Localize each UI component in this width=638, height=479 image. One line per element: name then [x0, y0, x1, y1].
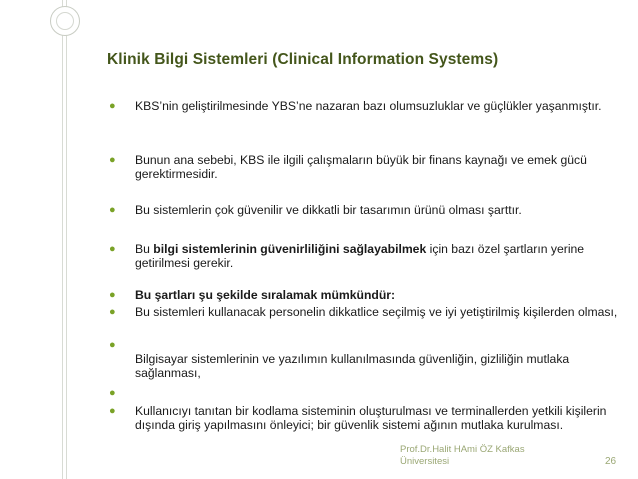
bullet-item	[107, 288, 635, 302]
bullet-icon: ●	[109, 339, 116, 351]
frame-line-left	[62, 0, 63, 479]
bullet-icon: ●	[109, 306, 116, 318]
footer-author-line1: Prof.Dr.Halit HAmi ÖZ Kafkas	[400, 444, 525, 455]
bullet-text: Bunun ana sebebi, KBS ile ilgili çalışmaların büyük bir finans kaynağı ve emek gücü gerektirmesidir.	[135, 153, 587, 181]
frame-ring-inner	[56, 12, 74, 30]
bullet-text: KBS’nin geliştirilmesinde YBS’ne nazaran bazı olumsuzluklar ve güçlükler yaşanmıştır.	[135, 99, 602, 113]
footer-author-line2: Üniversitesi	[400, 456, 450, 467]
bullet-item	[107, 99, 635, 113]
slide-title: Klinik Bilgi Sistemleri (Clinical Information Systems)	[107, 51, 499, 68]
frame-line-right	[66, 0, 67, 479]
bullet-item	[107, 153, 635, 181]
bullet-icon: ●	[109, 100, 116, 112]
bullet-icon: ●	[109, 289, 116, 301]
bullet-text: Bu sistemlerin çok güvenilir ve dikkatli bir tasarımın ürünü olması şarttır.	[135, 203, 522, 217]
bullet-item	[107, 242, 635, 270]
bullet-text: Kullanıcıyı tanıtan bir kodlama sisteminin oluşturulması ve terminallerden yetkili kişilerin dışında giriş yapılmasını önleyici; bir güvenlik sistemi ağının mutlaka kurulması.	[135, 404, 607, 432]
bullet-icon: ●	[109, 405, 116, 417]
bullet-icon: ●	[109, 154, 116, 166]
bullet-icon: ●	[109, 243, 116, 255]
bullet-item	[107, 404, 635, 432]
footer-author	[400, 444, 560, 468]
bullet-text-post: için bazı özel şartların yerine getirilmesi gerekir.	[135, 242, 585, 270]
bullet-icon: ●	[109, 387, 116, 399]
bullet-text-bold: bilgi sistemlerinin güvenirliliğini sağlayabilmek	[153, 242, 427, 256]
page-number: 26	[605, 456, 617, 467]
bullet-icon: ●	[109, 204, 116, 216]
bullet-text-pre: Bu	[135, 242, 154, 256]
bullet-text-bold: Bu şartları şu şekilde sıralamak mümkündür:	[135, 288, 396, 302]
bullet-item	[107, 305, 635, 319]
bullet-text: Bu sistemleri kullanacak personelin dikkatlice seçilmiş ve iyi yetiştirilmiş kişilerden olması,	[135, 305, 618, 319]
bullet-item	[107, 203, 635, 217]
bullet-text: Bilgisayar sistemlerinin ve yazılımın kullanılmasında güvenliğin, gizliliğin mutlaka sağlanması,	[135, 352, 570, 380]
bullet-item	[107, 352, 635, 380]
